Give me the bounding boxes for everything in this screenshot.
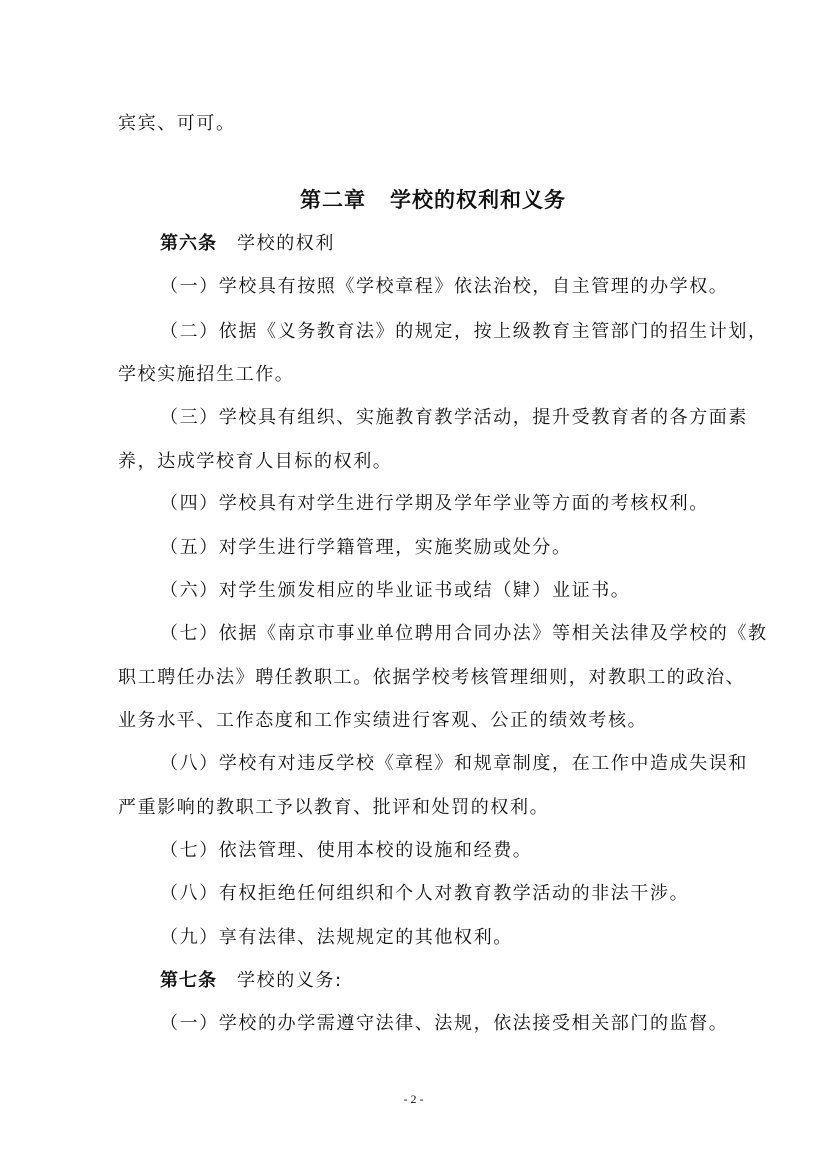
article-7-title: 学校的义务: [237,970,343,991]
article-6-item-8-line-2: 严重影响的教职工予以教育、批评和处罚的权利。 [118,797,550,818]
article-6-item-9: （七）依法管理、使用本校的设施和经费。 [160,840,533,861]
page-number: - 2 - [403,1092,424,1106]
article-7-item-1: （一）学校的办学需遵守法律、法规，依法接受相关部门的监督。 [160,1013,729,1034]
article-6-title: 学校的权利 [237,233,335,254]
article-6-item-2-line-2: 学校实施招生工作。 [118,364,295,385]
article-6-item-4: （四）学校具有对学生进行学期及学年学业等方面的考核权利。 [160,493,709,514]
article-6-item-1: （一）学校具有按照《学校章程》依法治校，自主管理的办学权。 [160,276,729,297]
article-6-item-10: （八）有权拒绝任何组织和个人对教育教学活动的非法干涉。 [160,883,690,904]
article-6-heading [160,232,335,256]
article-6-item-8-line-1: （八）学校有对违反学校《章程》和规章制度，在工作中造成失误和 [160,753,748,774]
article-6-item-5: （五）对学生进行学籍管理，实施奖励或处分。 [160,537,572,558]
article-6-label: 第六条 [160,233,217,254]
article-6-item-11: （九）享有法律、法规规定的其他权利。 [160,927,513,948]
article-6-item-7-line-2: 职工聘任办法》聘任教职工。依据学校考核管理细则，对教职工的政治、 [118,667,746,688]
article-6-item-3-line-1: （三）学校具有组织、实施教育教学活动，提升受教育者的各方面素 [160,407,748,428]
continuation-text: 宾宾、可可。 [118,113,236,134]
article-6-item-3-line-2: 养，达成学校育人目标的权利。 [118,451,393,472]
article-6-item-7-line-3: 业务水平、工作态度和工作实绩进行客观、公正的绩效考核。 [118,710,648,731]
chapter-number: 第二章 [300,188,366,212]
article-7-heading [160,969,343,993]
article-6-item-2-line-1: （二）依据《义务教育法》的规定，按上级教育主管部门的招生计划， [160,321,768,342]
article-6-item-7-line-1: （七）依据《南京市事业单位聘用合同办法》等相关法律及学校的《教 [160,623,768,644]
chapter-title: 学校的权利和义务 [390,188,566,212]
article-6-item-6: （六）对学生颁发相应的毕业证书或结（肄）业证书。 [160,580,631,601]
chapter-heading [300,186,566,214]
article-7-label: 第七条 [160,970,217,991]
